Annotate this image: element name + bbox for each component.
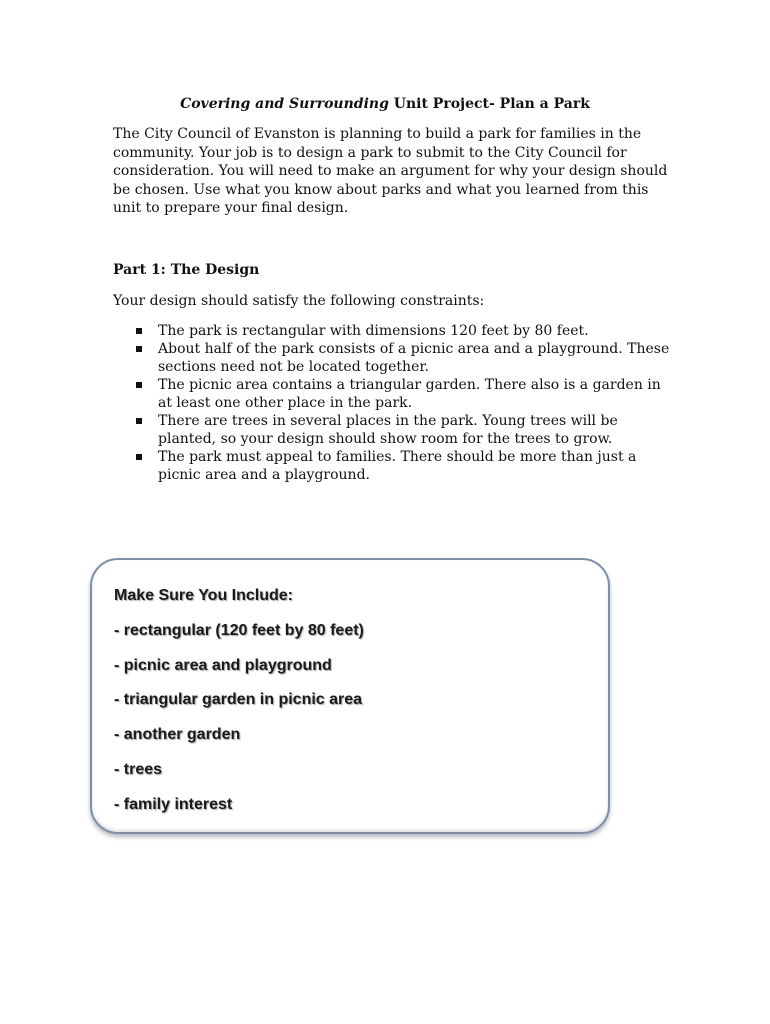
list-item: [130, 448, 670, 484]
square-bullet-icon: [136, 328, 142, 334]
square-bullet-icon: [136, 346, 142, 352]
page-title: [0, 95, 770, 113]
intro-paragraph: The City Council of Evanston is planning to build a park for families in the community. Your job is to design a park to submit to the City Council for consideration. You will need to make an argument for why your design should be chosen. Use what you know about parks and what you learned from this unit to prepare your final design.: [113, 126, 668, 216]
constraints-intro: Your design should satisfy the following constraints:: [113, 293, 485, 309]
constraint-text: The park must appeal to families. There should be more than just a picnic area and a playground.: [158, 449, 637, 483]
square-bullet-icon: [136, 454, 142, 460]
list-item: [130, 412, 670, 448]
part-1-heading: Part 1: The Design: [113, 262, 260, 278]
constraint-text: The picnic area contains a triangular garden. There also is a garden in at least one other place in the park.: [158, 377, 661, 411]
constraint-text: About half of the park consists of a picnic area and a playground. These sections need not be located together.: [158, 341, 670, 375]
title-italic-part: Covering and Surrounding: [180, 96, 389, 112]
checklist-item: - rectangular (120 feet by 80 feet): [114, 622, 364, 639]
checklist-heading: Make Sure You Include:: [114, 587, 294, 604]
list-item: [130, 322, 670, 340]
checklist-item: - another garden: [114, 726, 241, 743]
list-item: [130, 340, 670, 376]
square-bullet-icon: [136, 418, 142, 424]
checklist-callout-box: [90, 558, 610, 834]
title-rest: Unit Project- Plan a Park: [388, 96, 590, 112]
list-item: [130, 376, 670, 412]
checklist-item: - triangular garden in picnic area: [114, 691, 363, 708]
constraint-text: The park is rectangular with dimensions 120 feet by 80 feet.: [158, 323, 589, 339]
checklist-item: - trees: [114, 761, 163, 778]
checklist-item: - family interest: [114, 796, 233, 813]
checklist-item: - picnic area and playground: [114, 657, 332, 674]
constraint-text: There are trees in several places in the park. Young trees will be planted, so your design should show room for the trees to grow.: [158, 413, 618, 447]
constraints-list: [130, 322, 670, 484]
square-bullet-icon: [136, 382, 142, 388]
